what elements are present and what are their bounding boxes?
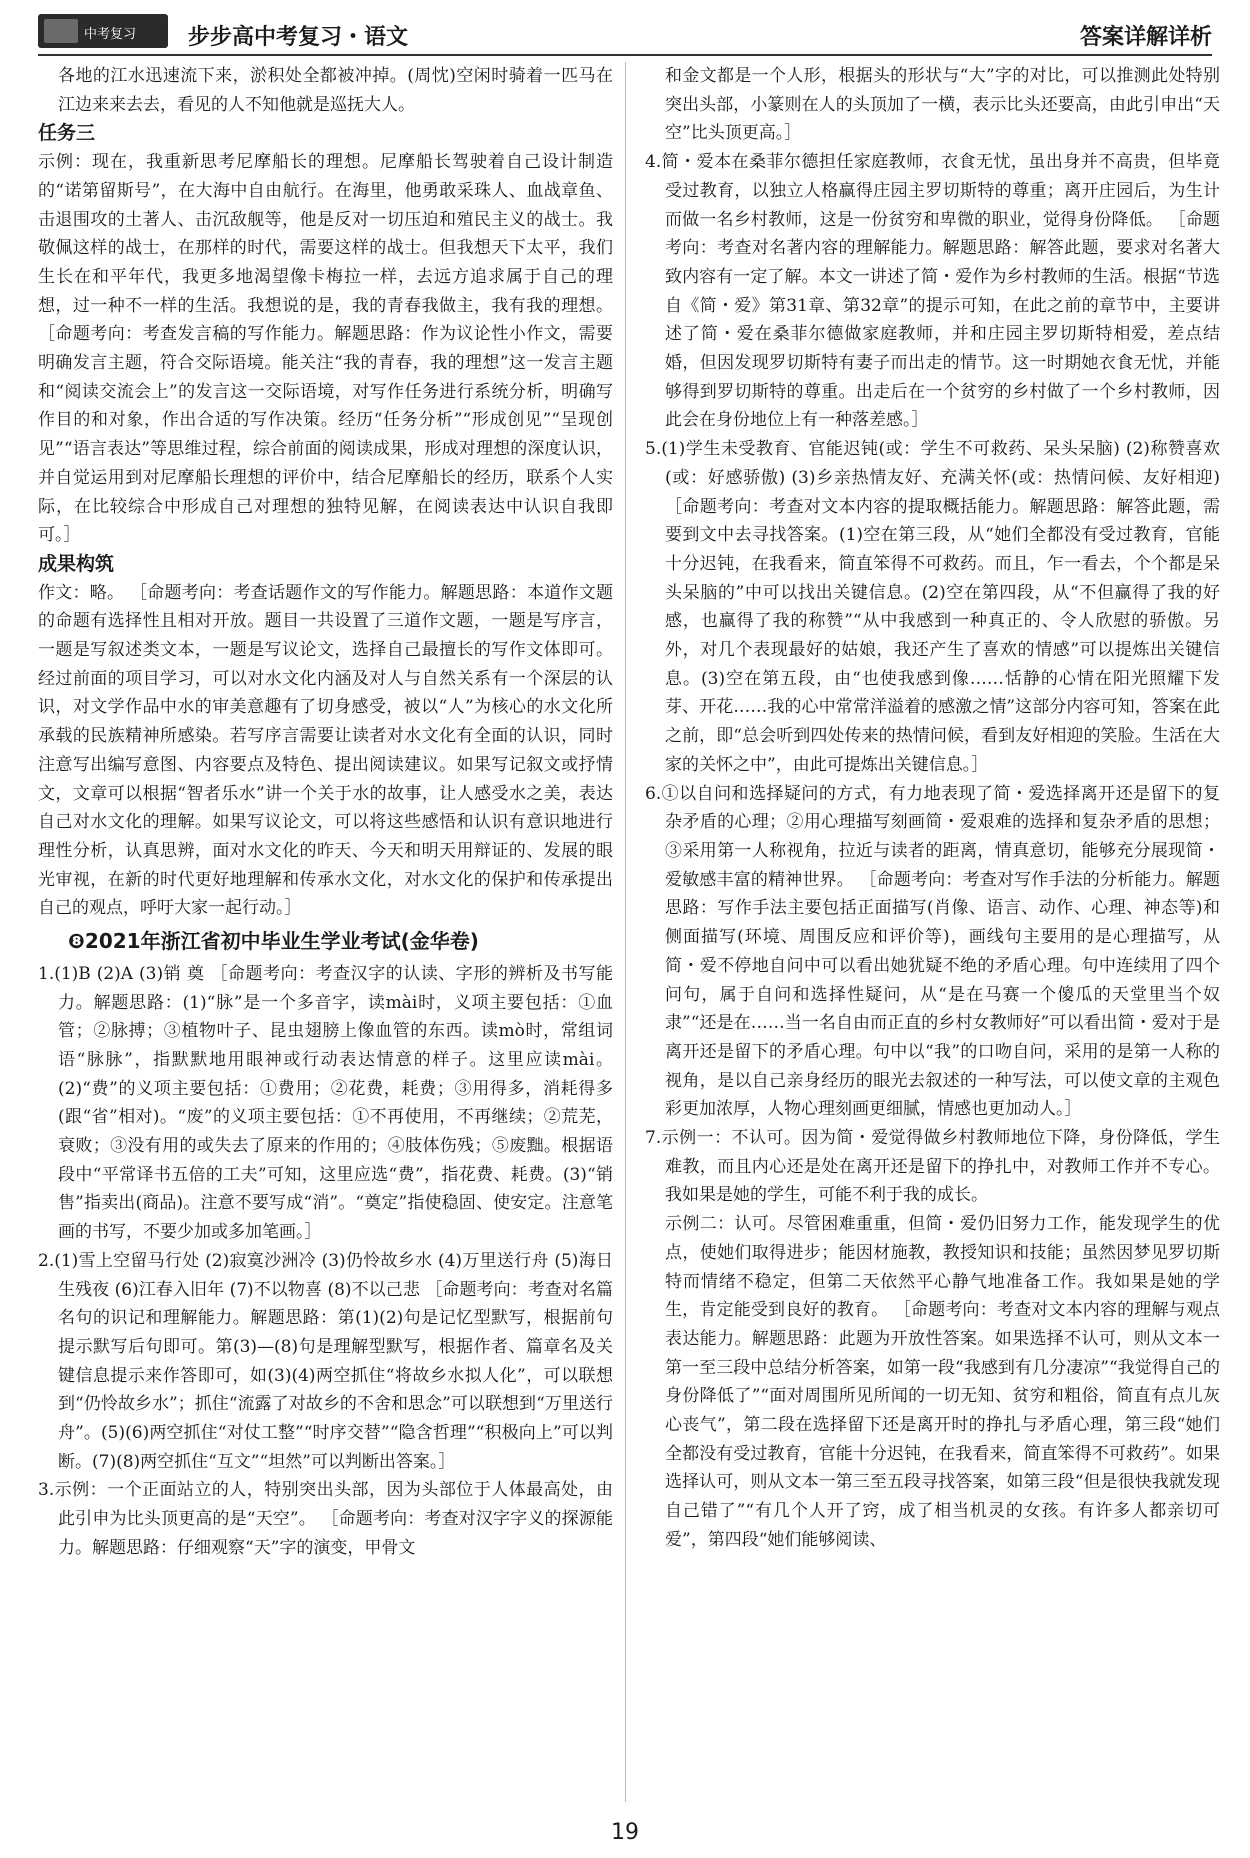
section-title: 答案详解详析	[1079, 25, 1212, 50]
answer-item: 6.①以自问和选择疑问的方式，有力地表现了简・爱选择离开还是留下的复杂矛盾的心理；②用心理描写刻画简・爱艰难的选择和复杂矛盾的思想；③采用第一人称视角，拉近与读者的距离，情真意切，能够充分展现简・爱敏感丰富的精神世界。 ［命题考向：考查对写作手法的分析能力。解题思路：写作手法主要包括正面描写(肖像、语言、动作、心理、神态等)和侧面描写(环境、周围反应和评价等)，画线句主要用的是心理描写，从简・爱不停地自问中可以看出她犹疑不绝的矛盾心理。句中连续用了四个问句，属于自问和选择性疑问，从“是在马赛一个傻瓜的天堂里当个奴隶”“还是在……当一名自由而正直的乡村女教师好”可以看出简・爱对于是离开还是留下的矛盾心理。句中以“我”的口吻自问，采用的是第一人称的视角，是以自己亲身经历的眼光去叙述的一种写法，可以使文章的主观色彩更加浓厚，人物心理刻画更细腻，情感也更加动人。］	[645, 783, 1220, 1120]
answer-item: 示例二：认可。尽管困难重重，但简・爱仍旧努力工作，能发现学生的优点，使她们取得进步；能因材施教，教授知识和技能；虽然因梦见罗切斯特而情绪不稳定，但第二天依然平心静气地准备工作。我如果是她的学生，肯定能受到良好的教育。 ［命题考向：考查对文本内容的理解与观点表达能力。解题思路：此题为开放性答案。如果选择不认可，则从文本一第一至三段中总结分析答案，如第一段“我感到有几分凄凉”“我觉得自己的身份降低了”“面对周围所见所闻的一切无知、贫穷和粗俗，简直有点儿灰心丧气”，第二段在选择留下还是离开时的挣扎与矛盾心理，第三段“她们全都没有受过教育，官能十分迟钝，在我看来，简直笨得不可救药”。如果选择认可，则从文本一第三至五段寻找答案，如第三段“但是很快我就发现自己错了”“有几个人开了窍，成了相当机灵的女孩。有许多人都亲切可爱”，第四段“她们能够阅读、	[665, 1214, 1220, 1550]
task3-heading: 任务三	[38, 122, 96, 145]
result-heading: 成果构筑	[38, 552, 115, 575]
column-divider	[625, 62, 626, 1802]
answer-item: 7.示例一：不认可。因为简・爱觉得做乡村教师地位下降，身份降低，学生难教，而且内心还是处在离开还是留下的挣扎中，对教师工作并不专心。我如果是她的学生，可能不利于我的成长。	[645, 1128, 1220, 1206]
task3-answer: 示例：现在，我重新思考尼摩船长的理想。尼摩船长驾驶着自己设计制造的“诺第留斯号”，在大海中自由航行。在海里，他勇敢采珠人、血战章鱼、击退围攻的土著人、击沉敌舰等，他是反对一切压迫和殖民主义的战士。我敬佩这样的战士，在那样的时代，需要这样的战士。但我想天下太平，我们生长在和平年代，我更多地渴望像卡梅拉一样，去远方追求属于自己的理想，过一种不一样的生活。我想说的是，我的青春我做主，我有我的理想。 ［命题考向：考查发言稿的写作能力。解题思路：作为议论性小作文，需要明确发言主题，符合交际语境。能关注“我的青春，我的理想”这一发言主题和“阅读交流会上”的发言这一交际语境，对写作任务进行系统分析，明确写作目的和对象，作出合适的写作决策。经历“任务分析”“形成创见”“呈现创见”“语言表达”等思维过程，综合前面的阅读成果，形成对理想的深度认识，并自觉运用到对尼摩船长理想的评价中，结合尼摩船长的经历，联系个人实际，在比较综合中形成自己对理想的独特见解，在阅读表达中认识自我即可。］	[38, 152, 613, 546]
answer-item: 4.简・爱本在桑菲尔德担任家庭教师，衣食无忧，虽出身并不高贵，但毕竟受过教育，以独立人格赢得庄园主罗切斯特的尊重；离开庄园后，为生计而做一名乡村教师，这是一份贫穷和卑微的职业，觉得身份降低。 ［命题考向：考查对名著内容的理解能力。解题思路：解答此题，要求对名著大致内容有一定了解。本文一讲述了简・爱作为乡村教师的生活。根据“节选自《简・爱》第31章、第32章”的提示可知，在此之前的章节中，主要讲述了简・爱在桑菲尔德做家庭教师，并和庄园主罗切斯特相爱，差点结婚，但因发现罗切斯特有妻子而出走的情节。这一时期她衣食无忧，并能够得到罗切斯特的尊重。出走后在一个贫穷的乡村做了一个乡村教师，因此会在身份地位上有一种落差感。］	[645, 152, 1220, 431]
paragraph: 各地的江水迅速流下来，淤积处全都被冲掉。(周忱)空闲时骑着一匹马在江边来来去去，看见的人不知他就是巡抚大人。	[58, 66, 613, 115]
logo-icon	[44, 19, 78, 43]
publisher-logo	[38, 14, 168, 48]
paragraph: 和金文都是一个人形，根据头的形状与“大”字的对比，可以推测此处特别突出头部，小篆则在人的头顶加了一横，表示比头还要高，由此引申出“天空”比头顶更高。］	[665, 66, 1220, 144]
exam-title: ❽2021年浙江省初中毕业生学业考试(金华卷)	[68, 929, 479, 954]
series-title: 步步高中考复习・语文	[188, 25, 409, 50]
answer-item: 3.示例：一个正面站立的人，特别突出头部，因为头部位于人体最高处，由此引申为比头顶更高的是“天空”。 ［命题考向：考查对汉字字义的探源能力。解题思路：仔细观察“天”字的演变，甲骨文	[38, 1480, 613, 1558]
answer-item: 1.(1)B (2)A (3)销 奠 ［命题考向：考查汉字的认读、字形的辨析及书写能力。解题思路：(1)“脉”是一个多音字，读mài时，义项主要包括：①血管；②脉搏；③植物叶子、昆虫翅膀上像血管的东西。读mò时，常组词语“脉脉”，指默默地用眼神或行动表达情意的样子。这里应读mài。(2)“费”的义项主要包括：①费用；②花费，耗费；③用得多，消耗得多(跟“省”相对)。“废”的义项主要包括：①不再使用，不再继续；②荒芜，衰败；③没有用的或失去了原来的作用的；④肢体伤残；⑤废黜。根据语段中“平常译书五倍的工夫”可知，这里应选“费”，指花费、耗费。(3)“销售”指卖出(商品)。注意不要写成“消”。“奠定”指使稳固、使安定。注意笔画的书写，不要少加或多加笔画。］	[38, 963, 613, 1243]
answer-item: 2.(1)雪上空留马行处 (2)寂寞沙洲冷 (3)仍怜故乡水 (4)万里送行舟 (5)海日生残夜 (6)江春入旧年 (7)不以物喜 (8)不以己悲 ［命题考向：考查对名篇名句的识记和理解能力。解题思路：第(1)(2)句是记忆型默写，根据前句提示默写后句即可。第(3)—(8)句是理解型默写，根据作者、篇章名及关键信息提示来作答即可，如(3)(4)两空抓住“将故乡水拟人化”，可以联想到“仍怜故乡水”；抓住“流露了对故乡的不舍和思念”可以联想到“万里送行舟”。(5)(6)两空抓住“对仗工整”“时序交替”“隐含哲理”“积极向上”可以判断。(7)(8)两空抓住“互文”“坦然”可以判断出答案。］	[38, 1250, 613, 1472]
page-number: 19	[611, 1820, 639, 1845]
logo-text: 中考复习	[84, 27, 137, 42]
page-header	[38, 10, 1212, 56]
result-answer: 作文：略。 ［命题考向：考查话题作文的写作能力。解题思路：本道作文题的命题有选择性且相对开放。题目一共设置了三道作文题，一题是写序言，一题是写叙述类文本，一题是写议论文，选择自己最擅长的写作文体即可。经过前面的项目学习，可以对水文化内涵及对人与自然关系有一个深层的认识，对文学作品中水的审美意趣有了切身感受，被以“人”为核心的水文化所承载的民族精神所感染。若写序言需要让读者对水文化有全面的认识，同时注意写出编写意图、内容要点及特色、提出阅读建议。如果写记叙文或抒情文，文章可以根据“智者乐水”讲一个关于水的故事，让人感受水之美，表达自己对水文化的理解。如果写议论文，可以将这些感悟和认识有意识地进行理性分析，认真思辨，面对水文化的昨天、今天和明天用辩证的、发展的眼光审视，在新的时代更好地理解和传承水文化，对水文化的保护和传承提出自己的观点，呼吁大家一起行动。］	[38, 582, 613, 919]
answer-item: 5.(1)学生未受教育、官能迟钝(或：学生不可救药、呆头呆脑) (2)称赞喜欢(或：好感骄傲) (3)乡亲热情友好、充满关怀(或：热情问候、友好相迎) ［命题考向：考查对文本内容的提取概括能力。解题思路：解答此题，需要到文中去寻找答案。(1)空在第三段，从“她们全都没有受过教育，官能十分迟钝，在我看来，简直笨得不可救药。而且，乍一看去，个个都是呆头呆脑的”中可以找出关键信息。(2)空在第四段，从“不但赢得了我的好感，也赢得了我的称赞”“从中我感到一种真正的、令人欣慰的骄傲。另外，对几个表现最好的姑娘，我还产生了喜欢的情感”可以提炼出关键信息。(3)空在第五段，由“也使我感到像……恬静的心情在阳光照耀下发芽、开花……我的心中常常洋溢着的感激之情”这部分内容可知，答案在此之前，即“总会听到四处传来的热情问候，看到友好相迎的笑脸。生活在大家的关怀之中”，由此可提炼出关键信息。］	[645, 439, 1220, 775]
right-column	[645, 62, 1220, 1555]
left-column	[38, 62, 613, 1563]
